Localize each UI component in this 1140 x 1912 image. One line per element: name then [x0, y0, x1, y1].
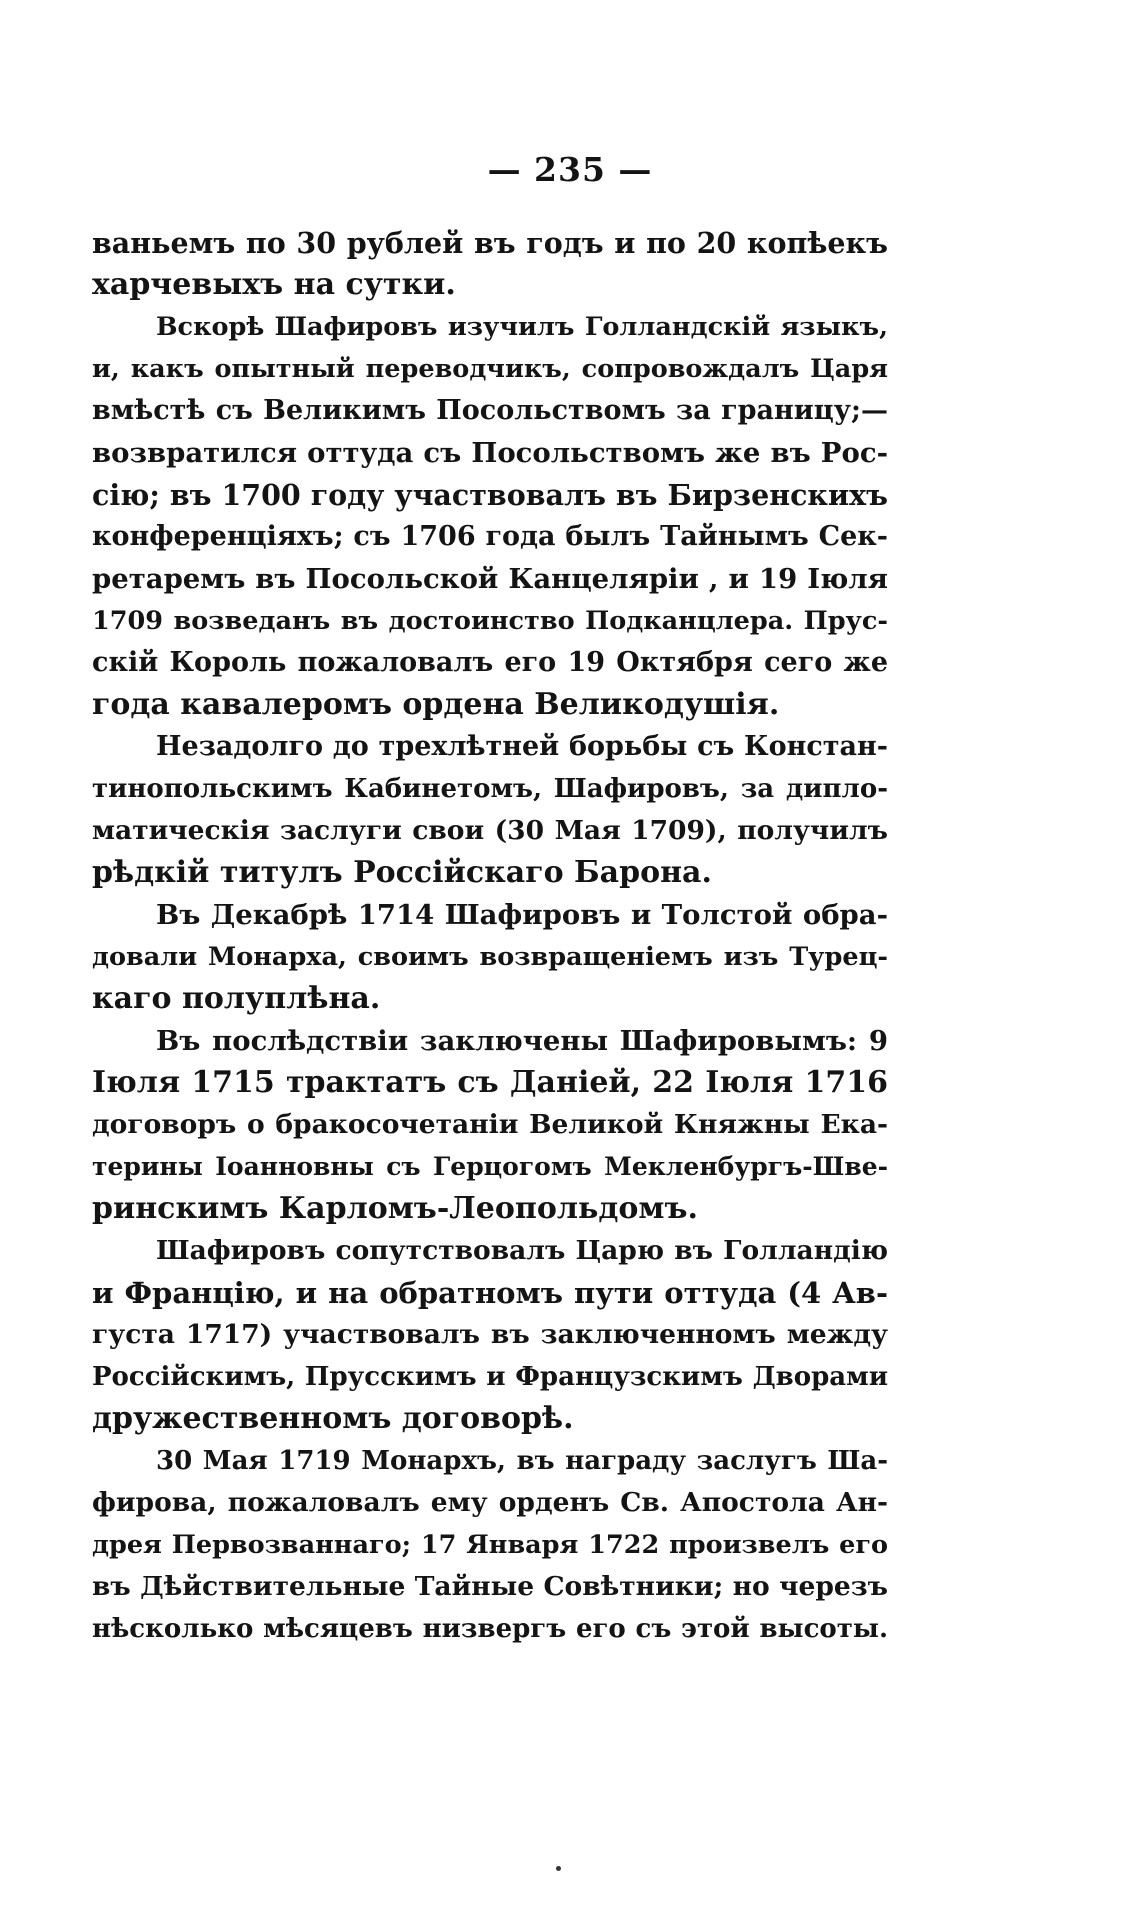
text-line: Россійскимъ, Прусскимъ и Французскимъ Дворами	[92, 1362, 888, 1392]
text-line: 30 Мая 1719 Монархъ, въ награду заслугъ Ша-	[156, 1446, 888, 1476]
text-line: въ Дѣйствительные Тайные Совѣтники; но черезъ	[92, 1571, 888, 1602]
paragraph-2	[92, 306, 888, 726]
body-text	[92, 222, 888, 1650]
text-line: фирова, пожаловалъ ему орденъ Св. Апостола Ан-	[92, 1487, 888, 1518]
print-speck	[556, 1866, 561, 1871]
text-line: и Францію, и на обратномъ пути оттуда (4 Ав-	[92, 1276, 888, 1310]
text-line: года кавалеромъ ордена Великодушія.	[92, 687, 780, 722]
paragraph-4	[92, 894, 888, 1020]
paragraph-5	[92, 1020, 888, 1230]
text-line: довали Монарха, своимъ возвращеніемъ изъ Турец-	[92, 942, 888, 972]
text-line: терины Іоанновны съ Герцогомъ Мекленбургъ-Шве-	[92, 1152, 888, 1181]
text-line: ринскимъ Карломъ-Леопольдомъ.	[92, 1191, 698, 1226]
text-line: харчевыхъ на сутки.	[92, 267, 456, 302]
paragraph-1	[92, 222, 888, 306]
text-line: Въ Декабрѣ 1714 Шафировъ и Толстой обра-	[156, 899, 888, 931]
text-line: возвратился оттуда съ Посольствомъ же въ Рос-	[92, 437, 888, 469]
text-line: и, какъ опытный переводчикъ, сопровождалъ Царя	[92, 354, 888, 384]
text-line: дружественномъ договорѣ.	[92, 1401, 574, 1436]
text-line: каго полуплѣна.	[92, 981, 381, 1016]
text-line: рѣдкій титулъ Россійскаго Барона.	[92, 855, 712, 890]
text-line: Въ послѣдствіи заключены Шафировымъ: 9	[156, 1025, 888, 1057]
text-line: ретаремъ въ Посольской Канцеляріи , и 19 Іюля	[92, 563, 888, 595]
text-line: Шафировъ сопутствовалъ Царю въ Голландію	[156, 1235, 888, 1266]
text-line: матическія заслуги свои (30 Мая 1709), получилъ	[92, 815, 888, 846]
paragraph-6	[92, 1230, 888, 1440]
text-line: дрея Первозваннаго; 17 Января 1722 произвелъ его	[92, 1530, 888, 1560]
text-line: Незадолго до трехлѣтней борьбы съ Констан-	[156, 731, 888, 762]
text-line: тинопольскимъ Кабинетомъ, Шафировъ, за дипло-	[92, 774, 888, 804]
text-line: скій Король пожаловалъ его 19 Октября сего же	[92, 647, 888, 678]
text-line: ваньемъ по 30 рублей въ годъ и по 20 копѣекъ	[92, 226, 888, 260]
paragraph-3	[92, 726, 888, 894]
text-line: Іюля 1715 трактатъ съ Даніей, 22 Іюля 1716	[92, 1065, 888, 1100]
paragraph-7	[92, 1440, 888, 1650]
text-line: 1709 возведанъ въ достоинство Подканцлера. Прус-	[92, 606, 888, 636]
text-line: нѣсколько мѣсяцевъ низвергъ его съ этой высоты.	[92, 1614, 888, 1644]
page-number: — 235 —	[487, 150, 653, 189]
text-line: договоръ о бракосочетаніи Великой Княжны Ека-	[92, 1109, 888, 1140]
text-line: сію; въ 1700 году участвовалъ въ Бирзенскихъ	[92, 478, 888, 512]
text-line: Вскорѣ Шафировъ изучилъ Голландскій языкъ,	[156, 312, 888, 342]
text-line: густа 1717) участвовалъ въ заключенномъ между	[92, 1319, 888, 1350]
text-line: конференціяхъ; съ 1706 года былъ Тайнымъ Сек-	[92, 521, 888, 552]
text-line: вмѣстѣ съ Великимъ Посольствомъ за границу;—	[92, 395, 888, 426]
